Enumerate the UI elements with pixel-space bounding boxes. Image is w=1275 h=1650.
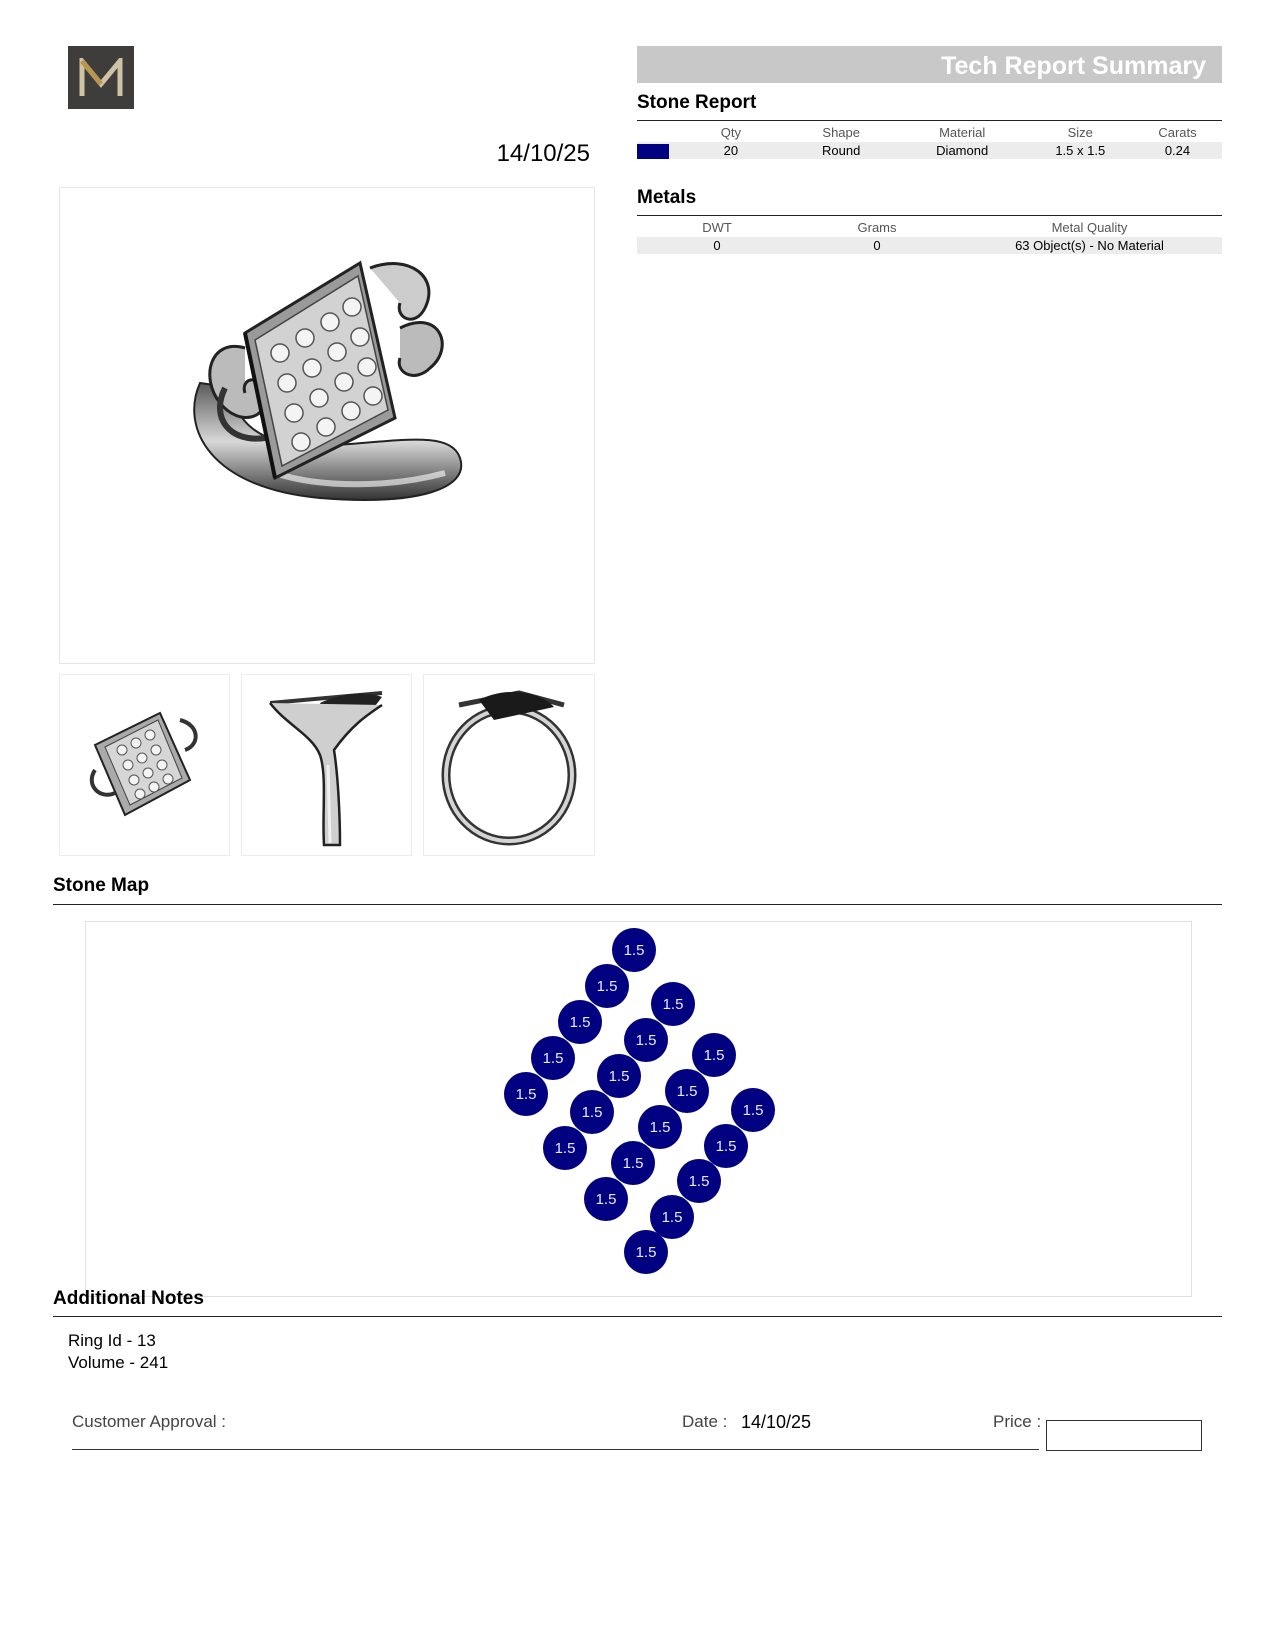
ring-hero-image — [59, 187, 595, 664]
thumbnail-top-view — [59, 674, 230, 856]
note-ring-id: Ring Id - 13 — [68, 1331, 156, 1350]
stone-marker-label: 1.5 — [569, 1014, 591, 1031]
approval-date-value: 14/10/25 — [741, 1412, 812, 1432]
price-label: Price : — [993, 1412, 1042, 1431]
stone-report-table — [637, 122, 1222, 159]
stone-marker — [584, 1177, 628, 1221]
stone-marker-label: 1.5 — [742, 1102, 764, 1119]
additional-notes-text — [68, 1330, 168, 1374]
report-title: Tech Report Summary — [637, 46, 1222, 83]
stone-map-diagram — [86, 922, 1191, 1296]
cell-shape: Round — [786, 142, 897, 159]
stone-report-rule — [637, 120, 1222, 121]
col-qty: Qty — [720, 124, 741, 140]
col-carats: Carats — [1158, 124, 1197, 140]
stone-marker-label: 1.5 — [688, 1173, 710, 1190]
col-material: Material — [939, 124, 986, 140]
stone-marker-label: 1.5 — [554, 1140, 576, 1157]
additional-notes-rule — [53, 1316, 1222, 1317]
ring-render — [60, 188, 594, 663]
price-input[interactable] — [1046, 1420, 1202, 1451]
stone-marker — [597, 1054, 641, 1098]
col-metal-quality: Metal Quality — [1051, 219, 1128, 235]
cell-size: 1.5 x 1.5 — [1028, 142, 1133, 159]
stone-marker-label: 1.5 — [622, 1155, 644, 1172]
stone-marker — [570, 1090, 614, 1134]
cell-qty: 20 — [676, 142, 785, 159]
cell-metal-quality: 63 Object(s) - No Material — [957, 237, 1222, 254]
ring-top-view-render — [60, 675, 229, 855]
stone-marker — [677, 1159, 721, 1203]
approval-signature-line — [72, 1449, 1039, 1450]
stone-marker-label: 1.5 — [635, 1244, 657, 1261]
stone-marker — [650, 1195, 694, 1239]
col-size: Size — [1067, 124, 1093, 140]
metals-heading: Metals — [637, 187, 697, 208]
note-volume: Volume - 241 — [68, 1353, 169, 1372]
stone-marker — [531, 1036, 575, 1080]
stone-marker-label: 1.5 — [608, 1068, 630, 1085]
stone-marker-label: 1.5 — [515, 1086, 537, 1103]
swatch-column-header — [637, 122, 676, 142]
stone-report-header-row — [637, 122, 1222, 142]
cell-grams: 0 — [797, 237, 957, 254]
stone-marker — [624, 1230, 668, 1274]
stone-marker — [624, 1018, 668, 1062]
stone-marker — [504, 1072, 548, 1116]
stone-color-swatch — [637, 144, 669, 159]
stone-map-heading: Stone Map — [53, 875, 150, 896]
stone-marker-label: 1.5 — [595, 1191, 617, 1208]
metals-row — [637, 237, 1222, 254]
stone-marker — [704, 1124, 748, 1168]
ring-front-view-render — [424, 675, 594, 855]
stone-report-row — [637, 142, 1222, 159]
cell-carats: 0.24 — [1133, 142, 1222, 159]
stone-marker-label: 1.5 — [715, 1138, 737, 1155]
cell-material: Diamond — [897, 142, 1028, 159]
stone-marker-label: 1.5 — [542, 1050, 564, 1067]
stone-marker-label: 1.5 — [661, 1209, 683, 1226]
thumbnail-front-view — [423, 674, 595, 856]
col-grams: Grams — [857, 219, 897, 235]
stone-marker-label: 1.5 — [623, 942, 645, 959]
cell-dwt: 0 — [637, 237, 797, 254]
stone-marker — [692, 1033, 736, 1077]
stone-marker-label: 1.5 — [649, 1119, 671, 1136]
logo-m-mark — [79, 58, 123, 98]
report-date: 14/10/25 — [496, 140, 590, 167]
stone-map-panel — [85, 921, 1192, 1297]
stone-marker-label: 1.5 — [581, 1104, 603, 1121]
stone-marker-label: 1.5 — [703, 1047, 725, 1064]
stone-marker-label: 1.5 — [662, 996, 684, 1013]
customer-approval-label: Customer Approval : — [72, 1412, 227, 1431]
approval-date-label: Date : — [682, 1412, 728, 1431]
company-logo — [68, 46, 134, 109]
additional-notes-heading: Additional Notes — [53, 1288, 204, 1309]
ring-side-view-render — [242, 675, 411, 855]
thumbnail-side-view — [241, 674, 412, 856]
stone-marker-label: 1.5 — [676, 1083, 698, 1100]
stone-marker — [638, 1105, 682, 1149]
col-dwt: DWT — [702, 219, 732, 235]
stone-marker — [543, 1126, 587, 1170]
stone-marker — [612, 928, 656, 972]
stone-marker — [665, 1069, 709, 1113]
metals-rule — [637, 215, 1222, 216]
stone-marker-label: 1.5 — [635, 1032, 657, 1049]
stone-report-heading: Stone Report — [637, 92, 757, 113]
stone-map-rule — [53, 904, 1222, 905]
stone-marker — [651, 982, 695, 1026]
stone-color-swatch-cell — [637, 142, 676, 159]
stone-marker — [585, 964, 629, 1008]
stone-marker — [558, 1000, 602, 1044]
metals-header-row — [637, 217, 1222, 237]
stone-marker — [611, 1141, 655, 1185]
col-shape: Shape — [822, 124, 860, 140]
metals-table — [637, 217, 1222, 254]
stone-marker-label: 1.5 — [596, 978, 618, 995]
stone-marker — [731, 1088, 775, 1132]
